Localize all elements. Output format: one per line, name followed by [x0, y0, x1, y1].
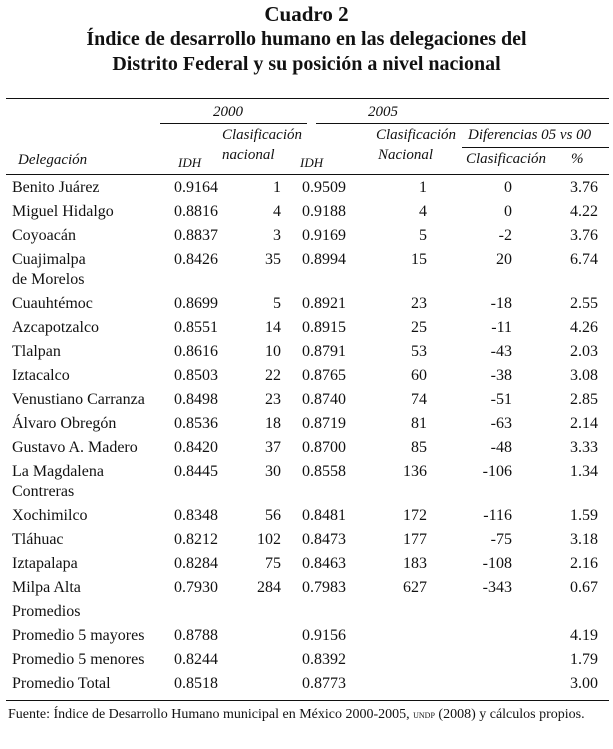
table-row — [6, 528, 609, 552]
cell-clasif-2005: 81 — [411, 415, 427, 432]
top-rule — [6, 98, 609, 99]
cell-delegacion — [12, 414, 162, 434]
cell-dif-clasif: -75 — [490, 531, 512, 548]
cell-dif-clasif: -108 — [482, 555, 512, 572]
cell-idh-2000: 0.8212 — [174, 531, 218, 548]
table-row — [6, 200, 609, 224]
cell-clasif-2000: 37 — [265, 439, 281, 456]
table-row — [6, 248, 609, 292]
cell-clasif-2005: 23 — [411, 295, 427, 312]
header-diferencias: Diferencias 05 vs 00 — [468, 127, 592, 143]
delegacion-name-line: Miguel Hidalgo — [12, 203, 114, 220]
cell-dif-pct: 4.22 — [570, 203, 598, 220]
delegacion-name-line: Milpa Alta — [12, 579, 81, 596]
cell-dif-pct: 3.76 — [570, 227, 598, 244]
cell-dif-clasif: -63 — [490, 415, 512, 432]
table-row — [6, 388, 609, 412]
table-row — [6, 436, 609, 460]
cell-delegacion — [12, 202, 162, 222]
cell-clasif-2005: 4 — [419, 203, 427, 220]
delegacion-name-line: Iztapalapa — [12, 555, 78, 572]
cell-dif-clasif: 0 — [504, 179, 512, 196]
cell-clasif-2005: 183 — [403, 555, 427, 572]
cell-delegacion — [12, 462, 162, 502]
cell-dif-clasif: -2 — [498, 227, 512, 244]
table-row — [6, 648, 609, 672]
cell-clasif-2000: 102 — [257, 531, 281, 548]
cell-clasif-2000: 22 — [265, 367, 281, 384]
cell-idh-2000: 0.8445 — [174, 463, 218, 480]
cell-delegacion — [12, 578, 162, 598]
cell-idh-2000: 0.8536 — [174, 415, 218, 432]
cell-clasif-2005: 177 — [403, 531, 427, 548]
cell-dif-pct: 4.26 — [570, 319, 598, 336]
table-row — [6, 552, 609, 576]
table-row — [6, 224, 609, 248]
cell-clasif-2005: 53 — [411, 343, 427, 360]
cell-clasif-2000: 23 — [265, 391, 281, 408]
cell-delegacion — [12, 342, 162, 362]
table-row — [6, 672, 609, 696]
delegacion-name-line: Gustavo A. Madero — [12, 439, 138, 456]
cell-idh-2000: 0.7930 — [174, 579, 218, 596]
cell-dif-pct: 4.19 — [570, 627, 598, 644]
cell-dif-clasif: -51 — [490, 391, 512, 408]
cell-idh-2000: 0.8551 — [174, 319, 218, 336]
bottom-rule — [6, 700, 609, 701]
cell-idh-2005: 0.8994 — [302, 251, 346, 268]
cell-dif-pct: 1.34 — [570, 463, 598, 480]
cell-dif-pct: 3.00 — [570, 675, 598, 692]
cell-delegacion — [12, 318, 162, 338]
cell-clasif-2000: 1 — [273, 179, 281, 196]
cell-clasif-2000: 5 — [273, 295, 281, 312]
table-row — [6, 364, 609, 388]
cell-delegacion — [12, 626, 162, 646]
cell-idh-2000: 0.8788 — [174, 627, 218, 644]
cell-idh-2005: 0.9156 — [302, 627, 346, 644]
cell-clasif-2005: 60 — [411, 367, 427, 384]
cell-clasif-2000: 10 — [265, 343, 281, 360]
cell-dif-clasif: 0 — [504, 203, 512, 220]
cell-idh-2005: 0.8392 — [302, 651, 346, 668]
cell-idh-2000: 0.8284 — [174, 555, 218, 572]
cell-dif-pct: 3.76 — [570, 179, 598, 196]
cell-dif-pct: 3.08 — [570, 367, 598, 384]
table-row — [6, 460, 609, 504]
cell-clasif-2000: 75 — [265, 555, 281, 572]
cell-idh-2000: 0.8616 — [174, 343, 218, 360]
cell-clasif-2005: 15 — [411, 251, 427, 268]
header-clasif-2000-l1: Clasificación — [222, 127, 302, 143]
delegacion-name-line: La Magdalena — [12, 463, 104, 480]
header-clasif-2000-l2: nacional — [222, 147, 275, 163]
table-row — [6, 504, 609, 528]
cell-delegacion — [12, 530, 162, 550]
cell-idh-2000: 0.8498 — [174, 391, 218, 408]
cell-dif-pct: 2.16 — [570, 555, 598, 572]
cell-dif-clasif: -11 — [491, 319, 512, 336]
cell-idh-2005: 0.8921 — [302, 295, 346, 312]
delegacion-name-line: Promedios — [12, 603, 81, 620]
cell-delegacion — [12, 554, 162, 574]
cell-idh-2005: 0.9509 — [302, 179, 346, 196]
cell-clasif-2005: 627 — [403, 579, 427, 596]
cell-clasif-2005: 85 — [411, 439, 427, 456]
delegacion-name-line: Promedio Total — [12, 675, 111, 692]
cell-dif-pct: 6.74 — [570, 251, 598, 268]
table-body — [6, 176, 609, 696]
delegacion-name-line: Cuauhtémoc — [12, 295, 93, 312]
cell-dif-clasif: -38 — [490, 367, 512, 384]
delegacion-name-line: Tlalpan — [12, 343, 61, 360]
cell-delegacion — [12, 438, 162, 458]
cell-idh-2000: 0.8244 — [174, 651, 218, 668]
header-rule-2000 — [160, 123, 307, 124]
cell-idh-2005: 0.8700 — [302, 439, 346, 456]
cell-dif-clasif: -18 — [490, 295, 512, 312]
cell-delegacion — [12, 294, 162, 314]
cell-clasif-2005: 172 — [403, 507, 427, 524]
delegacion-name-line: Contreras — [12, 483, 75, 500]
cell-dif-pct: 2.03 — [570, 343, 598, 360]
table-row — [6, 600, 609, 624]
delegacion-name-line: Promedio 5 menores — [12, 651, 145, 668]
cell-dif-pct: 0.67 — [570, 579, 598, 596]
header-year-2005: 2005 — [368, 104, 398, 120]
cell-clasif-2000: 284 — [257, 579, 281, 596]
cell-dif-clasif: -106 — [482, 463, 512, 480]
footnote-text-end: (2008) y cálculos propios. — [434, 707, 585, 722]
cell-idh-2005: 0.8481 — [302, 507, 346, 524]
cell-idh-2005: 0.9169 — [302, 227, 346, 244]
cell-clasif-2005: 136 — [403, 463, 427, 480]
cell-dif-clasif: -43 — [490, 343, 512, 360]
table-row — [6, 316, 609, 340]
cell-dif-pct: 2.85 — [570, 391, 598, 408]
delegacion-name-line: Azcapotzalco — [12, 319, 100, 336]
cell-dif-clasif: -343 — [482, 579, 512, 596]
header-dif-clasificacion: Clasificación — [466, 151, 546, 167]
cell-idh-2000: 0.8503 — [174, 367, 218, 384]
cell-delegacion — [12, 602, 162, 622]
table-row — [6, 576, 609, 600]
cell-clasif-2000: 14 — [265, 319, 281, 336]
footnote — [8, 705, 608, 724]
cell-delegacion — [12, 226, 162, 246]
delegacion-name-line: Álvaro Obregón — [12, 415, 117, 432]
cell-dif-clasif: -48 — [490, 439, 512, 456]
cell-dif-pct: 2.55 — [570, 295, 598, 312]
cell-delegacion — [12, 650, 162, 670]
cell-clasif-2000: 56 — [265, 507, 281, 524]
delegacion-name-line: Promedio 5 mayores — [12, 627, 145, 644]
header-rule-diferencias — [462, 147, 609, 148]
table-row — [6, 340, 609, 364]
table-row — [6, 624, 609, 648]
table-row — [6, 176, 609, 200]
cell-idh-2000: 0.8518 — [174, 675, 218, 692]
cell-clasif-2005: 1 — [419, 179, 427, 196]
cell-idh-2005: 0.8791 — [302, 343, 346, 360]
header-rule-2005 — [316, 123, 609, 124]
table-row — [6, 292, 609, 316]
cell-idh-2000: 0.8420 — [174, 439, 218, 456]
header-bottom-rule — [6, 174, 609, 175]
delegacion-name-line: Tláhuac — [12, 531, 64, 548]
cell-idh-2000: 0.8699 — [174, 295, 218, 312]
delegacion-name-line: Coyoacán — [12, 227, 76, 244]
cell-dif-pct: 1.59 — [570, 507, 598, 524]
delegacion-name-line: Xochimilco — [12, 507, 88, 524]
cell-dif-pct: 1.79 — [570, 651, 598, 668]
table-subtitle-line-2: Distrito Federal y su posición a nivel nacional — [112, 53, 501, 75]
cell-clasif-2000: 3 — [273, 227, 281, 244]
cell-clasif-2005: 5 — [419, 227, 427, 244]
delegacion-name-line: Benito Juárez — [12, 179, 100, 196]
cell-idh-2005: 0.8719 — [302, 415, 346, 432]
cell-clasif-2000: 4 — [273, 203, 281, 220]
cell-dif-clasif: -116 — [483, 507, 512, 524]
cell-idh-2005: 0.8558 — [302, 463, 346, 480]
cell-idh-2005: 0.8740 — [302, 391, 346, 408]
table-row — [6, 412, 609, 436]
cell-idh-2000: 0.8837 — [174, 227, 218, 244]
delegacion-name-line: Venustiano Carranza — [12, 391, 145, 408]
table-subtitle-line-1: Índice de desarrollo humano en las delegaciones del — [86, 28, 527, 50]
cell-idh-2000: 0.8816 — [174, 203, 218, 220]
header-delegacion: Delegación — [18, 152, 88, 168]
cell-delegacion — [12, 250, 162, 290]
cell-idh-2005: 0.8773 — [302, 675, 346, 692]
cell-idh-2005: 0.8463 — [302, 555, 346, 572]
cell-clasif-2000: 30 — [265, 463, 281, 480]
delegacion-name-line: Cuajimalpa — [12, 251, 86, 268]
cell-idh-2005: 0.8473 — [302, 531, 346, 548]
cell-delegacion — [12, 178, 162, 198]
footnote-text-start: Fuente: Índice de Desarrollo Humano municipal en México 2000-2005, — [8, 707, 414, 722]
cell-idh-2005: 0.8765 — [302, 367, 346, 384]
cell-delegacion — [12, 390, 162, 410]
cell-clasif-2005: 74 — [411, 391, 427, 408]
header-dif-pct: % — [571, 151, 584, 167]
cell-delegacion — [12, 366, 162, 386]
header-idh-2005: IDH — [300, 155, 324, 170]
cell-dif-pct: 3.18 — [570, 531, 598, 548]
cell-idh-2000: 0.8348 — [174, 507, 218, 524]
cell-delegacion — [12, 506, 162, 526]
header-clasif-2005-l1: Clasificación — [376, 127, 456, 143]
footnote-org: undp — [413, 707, 435, 721]
cell-dif-pct: 3.33 — [570, 439, 598, 456]
header-idh-2000: IDH — [178, 155, 202, 170]
cell-dif-clasif: 20 — [496, 251, 512, 268]
delegacion-name-line: Iztacalco — [12, 367, 70, 384]
cell-dif-pct: 2.14 — [570, 415, 598, 432]
cell-idh-2005: 0.9188 — [302, 203, 346, 220]
cell-clasif-2000: 35 — [265, 251, 281, 268]
header-year-2000: 2000 — [213, 104, 243, 120]
cell-idh-2005: 0.7983 — [302, 579, 346, 596]
cell-clasif-2005: 25 — [411, 319, 427, 336]
delegacion-name-line: de Morelos — [12, 271, 85, 288]
table-title: Cuadro 2 — [264, 2, 349, 26]
header-clasif-2005-l2: Nacional — [378, 147, 433, 163]
cell-delegacion — [12, 674, 162, 694]
cell-clasif-2000: 18 — [265, 415, 281, 432]
cell-idh-2000: 0.9164 — [174, 179, 218, 196]
cell-idh-2005: 0.8915 — [302, 319, 346, 336]
cell-idh-2000: 0.8426 — [174, 251, 218, 268]
